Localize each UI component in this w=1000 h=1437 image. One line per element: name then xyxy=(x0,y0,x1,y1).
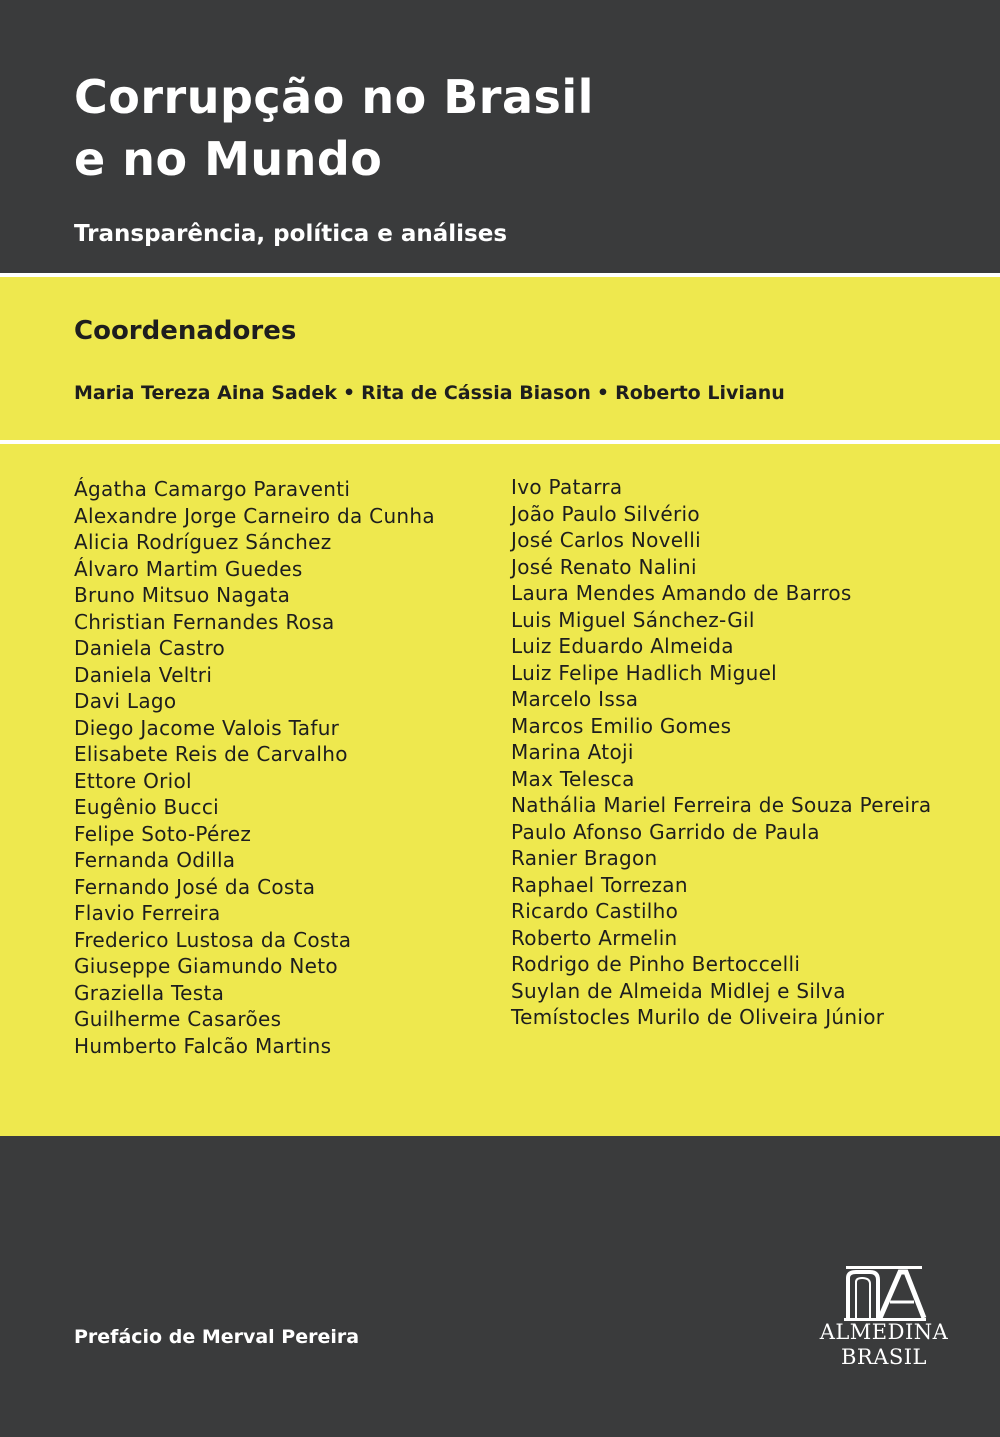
author-name: Davi Lago xyxy=(74,689,177,713)
author-name: Luiz Felipe Hadlich Miguel xyxy=(511,660,778,685)
author-name: Ettore Oriol xyxy=(74,768,192,793)
author-name: Suylan de Almeida Midlej e Silva xyxy=(511,978,846,1003)
author-name: Daniela Castro xyxy=(74,636,226,660)
publisher-name: ALMEDINA xyxy=(819,1320,949,1344)
author-name: Álvaro Martim Guedes xyxy=(74,556,303,581)
author-name: Ranier Bragon xyxy=(511,846,658,870)
author-name: Eugênio Bucci xyxy=(74,795,219,819)
author-name: Frederico Lustosa da Costa xyxy=(74,927,352,952)
author-name: José Renato Nalini xyxy=(511,554,697,579)
author-name: Luis Miguel Sánchez-Gil xyxy=(511,607,755,632)
author-name: Luiz Eduardo Almeida xyxy=(511,634,734,658)
author-name: Ricardo Castilho xyxy=(511,899,679,923)
author-name: Flavio Ferreira xyxy=(74,901,221,925)
author-name: Graziella Testa xyxy=(74,980,225,1005)
bullet-separator: • xyxy=(342,382,356,404)
divider-middle xyxy=(0,440,1000,444)
author-name: Marina Atoji xyxy=(511,740,634,764)
author-name: Felipe Soto-Pérez xyxy=(74,821,252,846)
coordinators-heading: Coordenadores xyxy=(74,316,297,346)
publisher-logo xyxy=(818,1264,950,1372)
author-name: Alexandre Jorge Carneiro da Cunha xyxy=(74,503,435,528)
author-name: Daniela Veltri xyxy=(74,662,213,687)
title-line-2: e no Mundo xyxy=(74,132,383,186)
author-name: Roberto Armelin xyxy=(511,925,678,950)
authors-list-right xyxy=(511,474,931,1031)
author-name: Elisabete Reis de Carvalho xyxy=(74,742,348,766)
book-subtitle: Transparência, política e análises xyxy=(74,221,508,247)
author-name: Max Telesca xyxy=(511,766,635,791)
author-name: Marcelo Issa xyxy=(511,687,639,711)
publisher-subname: BRASIL xyxy=(840,1345,928,1369)
author-name: Guilherme Casarões xyxy=(74,1007,282,1031)
coordinator-name: Rita de Cássia Biason xyxy=(361,382,591,404)
author-name: Bruno Mitsuo Nagata xyxy=(74,583,291,607)
author-name: Nathália Mariel Ferreira de Souza Pereira xyxy=(511,793,932,817)
author-name: Temístocles Murilo de Oliveira Júnior xyxy=(511,1005,885,1029)
author-name: Diego Jacome Valois Tafur xyxy=(74,715,340,740)
author-name: Fernando José da Costa xyxy=(74,874,316,899)
author-name: Christian Fernandes Rosa xyxy=(74,609,335,634)
author-name: Fernanda Odilla xyxy=(74,848,236,872)
coordinator-name: Roberto Livianu xyxy=(615,382,785,404)
author-name: Paulo Afonso Garrido de Paula xyxy=(511,819,820,844)
author-name: Giuseppe Giamundo Neto xyxy=(74,954,338,978)
author-name: Marcos Emilio Gomes xyxy=(511,713,732,738)
book-title xyxy=(74,66,594,190)
coordinators-names xyxy=(74,379,785,407)
author-name: Ivo Patarra xyxy=(511,475,623,499)
author-name: Rodrigo de Pinho Bertoccelli xyxy=(511,952,801,976)
coordinator-name: Maria Tereza Aina Sadek xyxy=(74,382,337,404)
author-name: Alicia Rodríguez Sánchez xyxy=(74,530,332,554)
author-name: Laura Mendes Amando de Barros xyxy=(511,581,852,605)
author-name: Ágatha Camargo Paraventi xyxy=(74,477,351,501)
almedina-logo-icon xyxy=(840,1264,928,1322)
author-name: Raphael Torrezan xyxy=(511,872,688,897)
author-name: José Carlos Novelli xyxy=(511,528,701,552)
author-name: João Paulo Silvério xyxy=(511,501,700,526)
author-name: Humberto Falcão Martins xyxy=(74,1033,332,1058)
preface-credit: Prefácio de Merval Pereira xyxy=(74,1326,360,1348)
bullet-separator: • xyxy=(596,382,610,404)
authors-list-left xyxy=(74,476,435,1059)
title-line-1: Corrupção no Brasil xyxy=(74,70,594,124)
